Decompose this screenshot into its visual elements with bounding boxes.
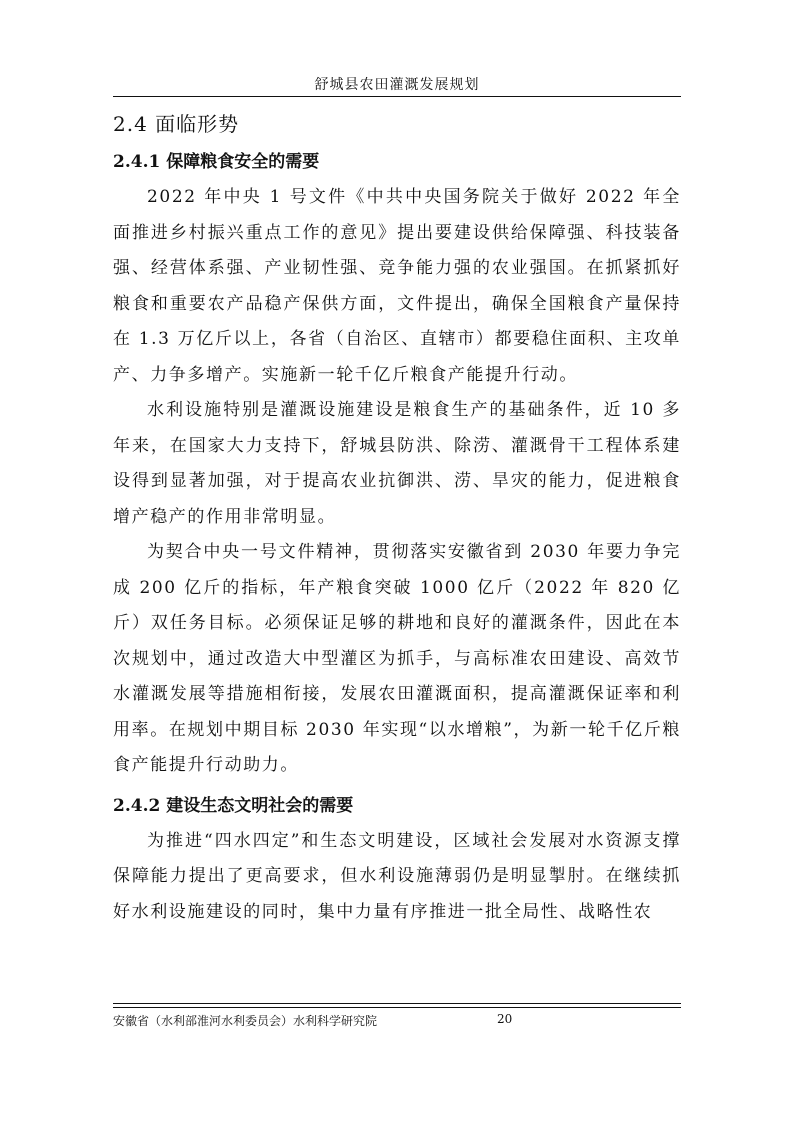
- paragraph: 2022 年中央 1 号文件《中共中央国务院关于做好 2022 年全面推进乡村振兴重点工作的意见》提出要建设供给保障强、科技装备强、经营体系强、产业韧性强、竞争能力强的农业强国。在抓紧抓好粮食和重要农产品稳产保供方面，文件提出，确保全国粮食产量保持在 1.3 万亿斤以上，各省（自治区、直辖市）都要稳住面积、主攻单产、力争多增产。实施新一轮千亿斤粮食产能提升行动。: [113, 187, 681, 385]
- running-header-title: 舒城县农田灌溉发展规划: [314, 77, 480, 93]
- section-heading: 2.4 面临形势: [113, 112, 240, 136]
- paragraph: 水利设施特别是灌溉设施建设是粮食生产的基础条件，近 10 多年来，在国家大力支持下，舒城县防洪、除涝、灌溉骨干工程体系建设得到显著加强，对于提高农业抗御洪、涝、旱灾的能力，促进粮食增产稳产的作用非常明显。: [113, 400, 681, 527]
- page-number: 20: [497, 1012, 513, 1026]
- page-content: [113, 108, 681, 930]
- subsection-heading-food-security: 2.4.1 保障粮食安全的需要: [113, 152, 320, 172]
- footer-institution: 安徽省（水利部淮河水利委员会）水利科学研究院: [113, 1014, 378, 1028]
- header-rule: [113, 96, 681, 97]
- subsection-heading-ecological-civilization: 2.4.2 建设生态文明社会的需要: [113, 795, 354, 816]
- footer-rule: [113, 1003, 681, 1004]
- footer-rule-secondary: [113, 1007, 681, 1008]
- paragraph: 为推进“四水四定”和生态文明建设，区域社会发展对水资源支撑保障能力提出了更高要求，但水利设施薄弱仍是明显掣肘。在继续抓好水利设施建设的同时，集中力量有序推进一批全局性、战略性农: [113, 830, 681, 922]
- paragraph: 为契合中央一号文件精神，贯彻落实安徽省到 2030 年要力争完成 200 亿斤的指标，年产粮食突破 1000 亿斤（2022 年 820 亿斤）双任务目标。必须保证足够的耕地和良好的灌溉条件，因此在本次规划中，通过改造大中型灌区为抓手，与高标准农田建设、高效节水灌溉发展等措施相衔接，发展农田灌溉面积，提高灌溉保证率和利用率。在规划中期目标 2030 年实现“以水增粮”，为新一轮千亿斤粮食产能提升行动助力。: [113, 542, 681, 775]
